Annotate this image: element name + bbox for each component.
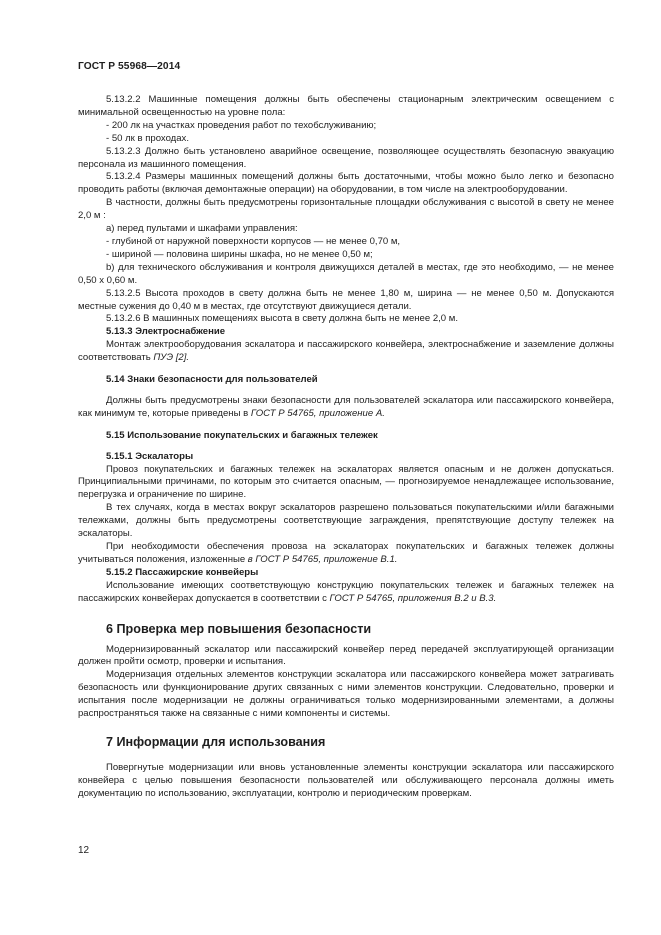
section-heading-6: 6 Проверка мер повышения безопасности bbox=[106, 621, 372, 636]
list-item: - шириной — половина ширины шкафа, но не менее 0,50 м; bbox=[106, 248, 373, 260]
section-heading-5-15-2: 5.15.2 Пассажирские конвейеры bbox=[106, 566, 259, 578]
reference-link: в ГОСТ Р 54765, приложение В.1. bbox=[247, 553, 398, 565]
paragraph-5-13-3 bbox=[78, 339, 614, 365]
list-item: а) перед пультами и шкафами управления: bbox=[106, 223, 298, 235]
list-item: - глубиной от наружной поверхности корпусов — не менее 0,70 м, bbox=[106, 235, 401, 247]
list-item: - 200 лк на участках проведения работ по техобслуживанию; bbox=[106, 119, 377, 131]
section-heading-5-13-3: 5.13.3 Электроснабжение bbox=[106, 326, 226, 338]
paragraph-text: Монтаж электрооборудования эскалатора и пассажирского конвейера, электроснабжение и заземление должны соответствовать bbox=[78, 339, 614, 364]
paragraph-5-13-2-2: 5.13.2.2 Машинные помещения должны быть обеспечены стационарным электрическим освещением с минимальной освещенностью на уровне пола: bbox=[78, 94, 614, 118]
paragraph-5-14 bbox=[78, 395, 614, 421]
paragraph-5-13-2-6: 5.13.2.6 В машинных помещениях высота в свету должна быть не менее 2,0 м. bbox=[106, 313, 458, 325]
paragraph: Повергнутые модернизации или вновь установленные элементы конструкции эскалатора или пассажирского конвейера с целью повышения безопасности пользователей или обслуживающего персонала должны иметь документацию по использованию, эксплуатации, контролю и периодическим проверкам. bbox=[78, 761, 614, 799]
paragraph-5-13-2-3: 5.13.2.3 Должно быть установлено аварийное освещение, позволяющее осуществлять безопасную эвакуацию персонала из машинного помещения. bbox=[78, 145, 614, 170]
paragraph: Провоз покупательских и багажных тележек на эскалаторах является опасным и не должен допускаться. Принципиальными причинами, по которым это считается опасным, — прогнозируемое ненадлежащее использование, перегрузка и ограничение по ширине. bbox=[78, 463, 614, 501]
section-heading-7: 7 Информации для использования bbox=[106, 734, 326, 749]
paragraph bbox=[78, 541, 614, 567]
section-heading-5-15: 5.15 Использование покупательских и багажных тележек bbox=[106, 429, 378, 441]
document-body bbox=[78, 94, 614, 801]
paragraph-text: При необходимости обеспечения провоза на эскалаторах покупательских и багажных тележек должны учитываться положения, изложенные bbox=[78, 541, 614, 565]
reference-link: ГОСТ Р 54765, приложение А. bbox=[250, 407, 385, 419]
paragraph bbox=[78, 580, 614, 606]
list-item: - 50 лк в проходах. bbox=[106, 132, 189, 144]
section-heading-5-14: 5.14 Знаки безопасности для пользователей bbox=[106, 374, 318, 386]
page-number: 12 bbox=[78, 845, 90, 856]
paragraph: В тех случаях, когда в местах вокруг эскалаторов разрешено пользоваться покупательскими и/или багажными тележками, должны быть предусмотрены соответствующие заграждения, препятствующие доступу тележек на эскалаторы. bbox=[78, 502, 614, 540]
paragraph-text: Должны быть предусмотрены знаки безопасности для пользователей эскалатора или пассажирского конвейера, как минимум те, которые приведены в bbox=[78, 394, 614, 419]
document-code-header: ГОСТ Р 55968—2014 bbox=[78, 61, 181, 72]
reference-link: ПУЭ [2]. bbox=[153, 352, 190, 364]
section-heading-5-15-1: 5.15.1 Эскалаторы bbox=[106, 450, 194, 462]
paragraph-5-13-2-4: 5.13.2.4 Размеры машинных помещений должны быть достаточными, чтобы можно было легко и безопасно проводить работы (включая демонтажные операции) на оборудовании, в том числе на электрооборудовании. bbox=[78, 171, 614, 196]
reference-link: ГОСТ Р 54765, приложения В.2 и В.3. bbox=[329, 592, 497, 604]
paragraph-text: Использование имеющих соответствующую конструкцию покупательских тележек и багажных тележек на пассажирских конвейерах допускается в соответствии с bbox=[78, 579, 614, 604]
paragraph: В частности, должны быть предусмотрены горизонтальные площадки обслуживания с высотой в свету не менее 2,0 м : bbox=[78, 197, 614, 222]
list-item: b) для технического обслуживания и контроля движущихся деталей в местах, где это необходимо, — не менее 0,50 х 0,60 м. bbox=[78, 261, 614, 286]
paragraph-5-13-2-5: 5.13.2.5 Высота проходов в свету должна быть не менее 1,80 м, ширина — не менее 0,50 м. Допускаются местные сужения до 0,40 м в местах, где отсутствуют движущиеся детали. bbox=[78, 287, 614, 312]
paragraph: Модернизированный эскалатор или пассажирский конвейер перед передачей эксплуатирующей организации должен пройти осмотр, проверки и испытания. bbox=[78, 643, 614, 668]
paragraph: Модернизация отдельных элементов конструкции эскалатора или пассажирского конвейера может затрагивать безопасность или функционирование других связанных с ними элементов конструкции. Следовательно, проверки и испытания после модернизации не должны ограничиваться только модернизированными элементами, а должны распространяться также на связанные с ними компоненты и системы. bbox=[78, 669, 614, 720]
